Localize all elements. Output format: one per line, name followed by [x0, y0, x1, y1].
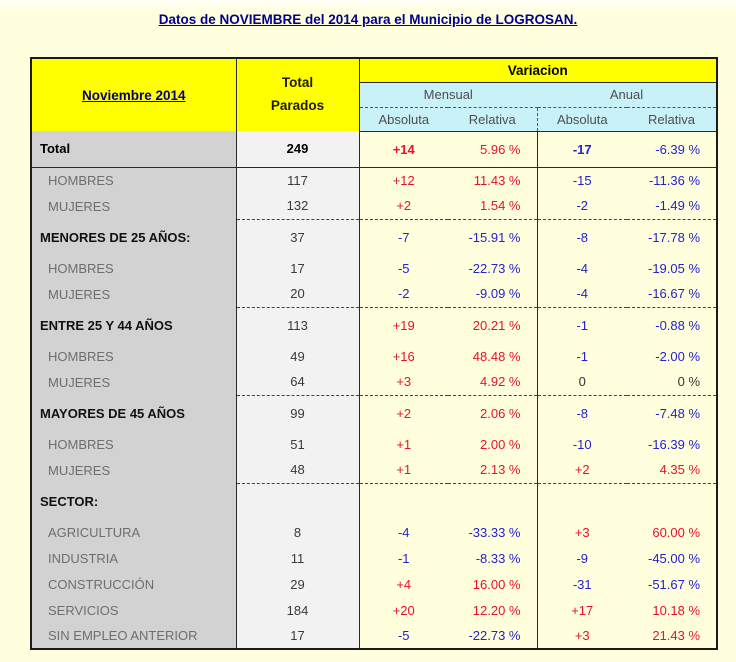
table-row [31, 395, 717, 431]
row-label: MENORES DE 25 AÑOS: [31, 219, 236, 255]
monthly-relative-value [448, 483, 537, 519]
annual-absolute-value: -15 [572, 172, 592, 188]
total-parados-value: 49 [236, 343, 359, 369]
table-row [31, 519, 717, 545]
annual-absolute-header: Absoluta [537, 107, 627, 131]
table-row [31, 483, 717, 519]
annual-relative-value: -17.78 % [648, 229, 701, 245]
annual-relative-value: -19.05 % [648, 260, 701, 276]
monthly-relative-value: -15.91 % [448, 219, 537, 255]
total-parados-value: 64 [236, 369, 359, 395]
monthly-relative-value: -22.73 % [448, 623, 537, 649]
table-row [31, 623, 717, 649]
monthly-absolute-value: -2 [359, 281, 448, 307]
total-parados-value: 113 [236, 307, 359, 343]
annual-absolute-value: -2 [537, 193, 627, 219]
annual-relative-value: 10.18 % [652, 602, 701, 618]
table-row [31, 545, 717, 571]
annual-relative-value: 21.43 % [652, 628, 701, 643]
total-parados-value: 184 [236, 597, 359, 623]
row-label: SECTOR: [31, 483, 236, 519]
row-label: MAYORES DE 45 AÑOS [31, 395, 236, 431]
monthly-absolute-value: +16 [392, 348, 415, 364]
row-label: HOMBRES [31, 167, 236, 193]
monthly-absolute-value: +4 [396, 576, 412, 592]
monthly-relative-value: 2.06 % [448, 395, 537, 431]
annual-absolute-value: +3 [574, 628, 590, 643]
table-row [31, 167, 717, 193]
monthly-absolute-value: +20 [392, 602, 415, 618]
monthly-relative-value: 1.54 % [448, 193, 537, 219]
monthly-header: Mensual [359, 82, 537, 107]
annual-relative-header: Relativa [627, 107, 717, 131]
monthly-absolute-value: +12 [392, 172, 415, 188]
table-row [31, 457, 717, 483]
monthly-relative-value: 48.48 % [448, 343, 537, 369]
row-label: SERVICIOS [31, 597, 236, 623]
annual-absolute-value [537, 483, 627, 519]
annual-relative-value: -16.39 % [648, 436, 701, 452]
variation-header: Variacion [359, 58, 717, 82]
annual-relative-value: -6.39 % [627, 131, 717, 167]
annual-absolute-value: -8 [576, 405, 589, 421]
row-label: ENTRE 25 Y 44 AÑOS [31, 307, 236, 343]
monthly-absolute-value: +2 [396, 405, 412, 421]
row-label: SIN EMPLEO ANTERIOR [31, 623, 236, 649]
annual-relative-value: -11.36 % [648, 172, 701, 188]
annual-absolute-value: -4 [576, 260, 589, 276]
monthly-absolute-value: +14 [359, 131, 448, 167]
row-label: HOMBRES [31, 431, 236, 457]
total-parados-value: 11 [236, 545, 359, 571]
annual-relative-value: 4.35 % [627, 457, 717, 483]
annual-relative-value: -1.49 % [627, 193, 717, 219]
annual-relative-value [627, 483, 717, 519]
row-label: HOMBRES [31, 343, 236, 369]
annual-relative-value: 0 % [627, 369, 717, 395]
monthly-absolute-value: +3 [359, 369, 448, 395]
annual-absolute-value: -17 [537, 131, 627, 167]
total-parados-value: 99 [236, 395, 359, 431]
row-label: CONSTRUCCIÓN [31, 571, 236, 597]
row-label: MUJERES [31, 457, 236, 483]
total-parados-value: 117 [236, 167, 359, 193]
annual-relative-value: -16.67 % [627, 281, 717, 307]
annual-relative-value: -51.67 % [648, 576, 701, 592]
annual-absolute-value: 0 [537, 369, 627, 395]
total-parados-value: 20 [236, 281, 359, 307]
annual-absolute-value: -1 [576, 348, 589, 364]
annual-absolute-value: -8 [576, 229, 589, 245]
total-parados-value: 249 [236, 131, 359, 167]
annual-relative-value: -45.00 % [648, 550, 701, 566]
table-body [31, 131, 717, 649]
monthly-relative-value: -8.33 % [448, 545, 537, 571]
total-parados-value: 17 [236, 623, 359, 649]
table-row [31, 193, 717, 219]
total-parados-value: 132 [236, 193, 359, 219]
monthly-relative-value: 5.96 % [448, 131, 537, 167]
monthly-absolute-value: -1 [397, 550, 410, 566]
page-title: Datos de NOVIEMBRE del 2014 para el Municipio de LOGROSAN. [158, 12, 578, 27]
monthly-absolute-value: -4 [397, 524, 410, 540]
annual-absolute-value: +3 [574, 524, 590, 540]
monthly-relative-value: 11.43 % [448, 167, 537, 193]
annual-relative-value: -0.88 % [655, 317, 701, 333]
annual-header: Anual [537, 82, 717, 107]
table-row [31, 343, 717, 369]
monthly-relative-header: Relativa [448, 107, 537, 131]
row-label: AGRICULTURA [31, 519, 236, 545]
annual-absolute-value: -10 [572, 436, 592, 452]
monthly-relative-value: 2.00 % [448, 431, 537, 457]
monthly-absolute-value: +1 [396, 436, 412, 452]
annual-relative-value: -2.00 % [655, 348, 701, 364]
total-parados-value: 48 [236, 457, 359, 483]
table-row [31, 431, 717, 457]
total-parados-value: 8 [236, 519, 359, 545]
row-label: MUJERES [31, 369, 236, 395]
annual-relative-value: 60.00 % [652, 524, 701, 540]
monthly-relative-value: -9.09 % [448, 281, 537, 307]
monthly-relative-value: 12.20 % [448, 597, 537, 623]
row-label: INDUSTRIA [31, 545, 236, 571]
monthly-relative-value: -33.33 % [448, 519, 537, 545]
row-label: Total [31, 131, 236, 167]
table-row [31, 369, 717, 395]
row-label: MUJERES [31, 281, 236, 307]
monthly-absolute-value: -5 [397, 628, 410, 643]
annual-absolute-value: +2 [537, 457, 627, 483]
monthly-relative-value: 4.92 % [448, 369, 537, 395]
monthly-relative-value: 20.21 % [448, 307, 537, 343]
total-parados-value: 51 [236, 431, 359, 457]
monthly-absolute-value: +2 [359, 193, 448, 219]
monthly-relative-value: 16.00 % [448, 571, 537, 597]
annual-absolute-value: -4 [537, 281, 627, 307]
table-row [31, 307, 717, 343]
unemployment-table [30, 57, 718, 650]
table-row [31, 597, 717, 623]
monthly-absolute-value: +1 [359, 457, 448, 483]
table-row [31, 571, 717, 597]
monthly-absolute-value: +19 [392, 317, 415, 333]
annual-absolute-value: +17 [571, 602, 594, 618]
annual-absolute-value: -31 [572, 576, 592, 592]
table-row [31, 281, 717, 307]
annual-absolute-value: -9 [576, 550, 589, 566]
monthly-relative-value: -22.73 % [448, 255, 537, 281]
row-label: HOMBRES [31, 255, 236, 281]
monthly-absolute-value: -5 [397, 260, 410, 276]
period-header: Noviembre 2014 [31, 58, 236, 131]
total-parados-value: 29 [236, 571, 359, 597]
table-row [31, 219, 717, 255]
monthly-absolute-value: -7 [397, 229, 410, 245]
total-parados-line2: Parados [270, 98, 325, 113]
monthly-absolute-header: Absoluta [359, 107, 448, 131]
table-row [31, 131, 717, 167]
monthly-absolute-value [359, 483, 448, 519]
monthly-relative-value: 2.13 % [448, 457, 537, 483]
total-parados-header [236, 58, 359, 131]
annual-relative-value: -7.48 % [655, 405, 701, 421]
table-row [31, 255, 717, 281]
total-parados-value: 17 [236, 255, 359, 281]
annual-absolute-value: -1 [576, 317, 589, 333]
total-parados-value: 37 [236, 219, 359, 255]
table-header [31, 58, 717, 131]
total-parados-value [236, 483, 359, 519]
row-label: MUJERES [31, 193, 236, 219]
total-parados-line1: Total [281, 75, 314, 91]
